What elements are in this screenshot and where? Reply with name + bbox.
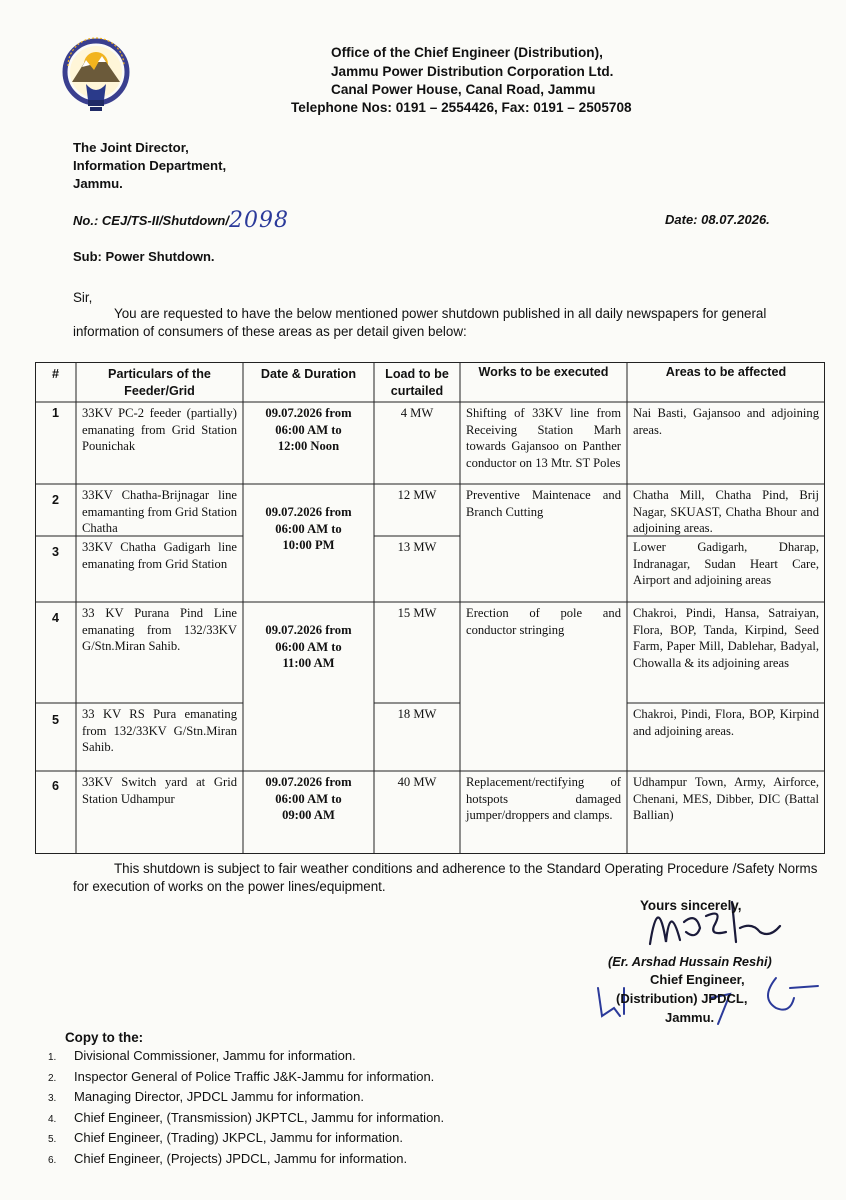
reference-number — [73, 208, 289, 233]
row-1-particulars: 33KV PC-2 feeder (partially) emanating from Grid Station Pounichak — [82, 406, 237, 453]
row-6-particulars: 33KV Switch yard at Grid Station Udhampur — [82, 775, 237, 806]
row-4-num: 4 — [51, 611, 59, 625]
row-6-num: 6 — [51, 779, 59, 793]
row-2-load: 12 MW — [397, 488, 437, 502]
letterhead-line-4: Telephone Nos: 0191 – 2554426, Fax: 0191 – 2505708 — [291, 100, 632, 115]
row-5-areas: Chakroi, Pindi, Flora, BOP, Kirpind and adjoining areas. — [633, 707, 819, 738]
copy-to-item-num: 5. — [48, 1134, 57, 1146]
addressee-line-1: The Joint Director, — [73, 140, 189, 155]
copy-to-item-num: 1. — [48, 1052, 57, 1063]
signature-scribble — [640, 882, 790, 962]
signatory-place: Jammu. — [665, 1010, 715, 1025]
row-3-num: 3 — [51, 545, 59, 559]
row-2-num: 2 — [51, 493, 59, 507]
copy-to-item-text: Inspector General of Police Traffic J&K-Jammu for information. — [74, 1068, 435, 1084]
copy-to-item-num: 2. — [48, 1072, 57, 1084]
row-5-load: 18 MW — [397, 707, 437, 721]
row-3-load: 13 MW — [397, 540, 437, 554]
duration-2-line-1: 09.07.2026 from — [265, 505, 352, 519]
duration-4-line-3: 09:00 AM — [282, 808, 335, 822]
copy-to-item-num: 6. — [48, 1154, 57, 1166]
duration-2-line-2: 06:00 AM to — [275, 521, 342, 536]
header-load — [374, 366, 460, 400]
duration-1-line-3: 12:00 Noon — [277, 439, 340, 453]
copy-to-item — [48, 1088, 444, 1109]
letterhead-line-1: Office of the Chief Engineer (Distribution), — [331, 45, 603, 60]
footer-note: This shutdown is subject to fair weather conditions and adherence to the Standard Operating Procedure /Safety Norms for execution of works on the power lines/equipment. — [73, 861, 818, 894]
row-6-works: Replacement/rectifying of hotspots damaged jumper/droppers and clamps. — [466, 775, 621, 822]
row-6-load: 40 MW — [397, 775, 437, 789]
header-load-line-2: curtailed — [390, 384, 444, 398]
header-particulars-line-1: Particulars of the — [108, 367, 211, 381]
handwritten-number: 2098 — [229, 208, 289, 233]
salutation: Sir, — [73, 290, 93, 305]
closing: Yours sincerely, — [640, 898, 742, 913]
letter-date: Date: 08.07.2026. — [665, 212, 770, 227]
copy-to-item — [48, 1109, 444, 1130]
duration-3-line-3: 11:00 AM — [282, 656, 335, 670]
signatory-name: (Er. Arshad Hussain Reshi) — [608, 954, 772, 969]
row-2-areas: Chatha Mill, Chatha Pind, Brij Nagar, SKUAST, Chatha Bhour and adjoining areas. — [633, 488, 819, 535]
subject: Sub: Power Shutdown. — [73, 249, 215, 264]
copy-to-item-text: Managing Director, JPDCL Jammu for information. — [74, 1089, 364, 1105]
header-date-duration: Date & Duration — [260, 367, 357, 381]
duration-1-line-1: 09.07.2026 from — [265, 406, 352, 420]
header-areas: Areas to be affected — [665, 365, 787, 379]
jpdcl-logo — [56, 36, 136, 120]
row-3-areas: Lower Gadigarh, Dharap, Indranagar, Sudan Heart Care, Airport and adjoining areas — [633, 540, 819, 587]
duration-3-line-1: 09.07.2026 from — [265, 623, 352, 637]
intro-paragraph: You are requested to have the below mentioned power shutdown published in all daily newspapers for general information of consumers of these areas as per detail given below: — [73, 306, 767, 339]
header-particulars — [76, 366, 243, 400]
duration-2 — [243, 502, 374, 556]
duration-2-line-3: 10:00 PM — [282, 538, 335, 552]
duration-3 — [243, 620, 374, 674]
row-2-particulars: 33KV Chatha-Brijnagar line emamanting from Grid Station Chatha — [82, 488, 237, 535]
header-works: Works to be executed — [478, 365, 609, 379]
row-2-works: Preventive Maintenace and Branch Cutting — [466, 488, 621, 519]
copy-to-item-text: Divisional Commissioner, Jammu for information. — [74, 1048, 356, 1063]
copy-to-item — [48, 1129, 444, 1150]
header-load-line-1: Load to be — [385, 367, 449, 381]
copy-to-list — [48, 1047, 444, 1171]
row-5-particulars: 33 KV RS Pura emanating from 132/33KV G/Stn.Miran Sahib. — [82, 707, 237, 754]
letterhead-line-3: Canal Power House, Canal Road, Jammu — [331, 82, 596, 97]
row-4-load: 15 MW — [397, 606, 437, 620]
duration-4 — [243, 772, 374, 826]
row-4-areas: Chakroi, Pindi, Hansa, Satraiyan, Flora, BOP, Tanda, Kirpind, Seed Farm, Paper Mill, Dablehar, Badyal, Chowalla & its adjoining areas — [633, 606, 819, 670]
row-1-works: Shifting of 33KV line from Receiving Station Marh towards Gajansoo on Panther conductor on 13 Mtr. ST Poles — [466, 406, 621, 470]
row-4-works: Erection of pole and conductor stringing — [466, 606, 621, 637]
row-6-areas: Udhampur Town, Army, Airforce, Chenani, MES, Dibber, DIC (Battal Ballian) — [633, 775, 819, 822]
signatory-title: Chief Engineer, — [650, 972, 745, 987]
copy-to-item — [48, 1047, 444, 1068]
header-num: # — [51, 367, 59, 381]
row-4-particulars: 33 KV Purana Pind Line emanating from 132/33KV G/Stn.Miran Sahib. — [82, 606, 237, 653]
duration-4-line-1: 09.07.2026 from — [265, 775, 352, 789]
shutdown-table — [35, 362, 825, 854]
copy-to-item — [48, 1068, 444, 1089]
copy-to-item-text: Chief Engineer, (Trading) JKPCL, Jammu for information. — [74, 1130, 403, 1146]
addressee-line-3: Jammu. — [73, 176, 123, 191]
reference-label: No.: CEJ/TS-II/Shutdown/ — [73, 213, 229, 228]
duration-4-line-2: 06:00 AM to — [275, 791, 342, 806]
addressee-line-2: Information Department, — [73, 158, 227, 173]
row-1-num: 1 — [51, 406, 59, 420]
duration-1 — [243, 403, 374, 457]
copy-to-item — [48, 1150, 444, 1171]
copy-to-item-num: 4. — [48, 1113, 57, 1125]
duration-1-line-2: 06:00 AM to — [275, 422, 342, 437]
row-1-load: 4 MW — [400, 406, 434, 420]
copy-to-item-text: Chief Engineer, (Transmission) JKPTCL, Jammu for information. — [74, 1109, 445, 1125]
duration-3-line-2: 06:00 AM to — [275, 639, 342, 654]
row-5-num: 5 — [51, 713, 59, 727]
copy-to-heading: Copy to the: — [65, 1030, 144, 1045]
header-particulars-line-2: Feeder/Grid — [124, 384, 195, 398]
row-3-particulars: 33KV Chatha Gadigarh line emanating from Grid Station — [82, 540, 237, 571]
copy-to-item-text: Chief Engineer, (Projects) JPDCL, Jammu for information. — [74, 1150, 408, 1166]
signatory-dept: (Distribution) JPDCL, — [616, 991, 748, 1006]
letterhead-line-2: Jammu Power Distribution Corporation Ltd. — [331, 64, 614, 79]
row-1-areas: Nai Basti, Gajansoo and adjoining areas. — [633, 406, 819, 437]
copy-to-item-num: 3. — [48, 1093, 57, 1105]
